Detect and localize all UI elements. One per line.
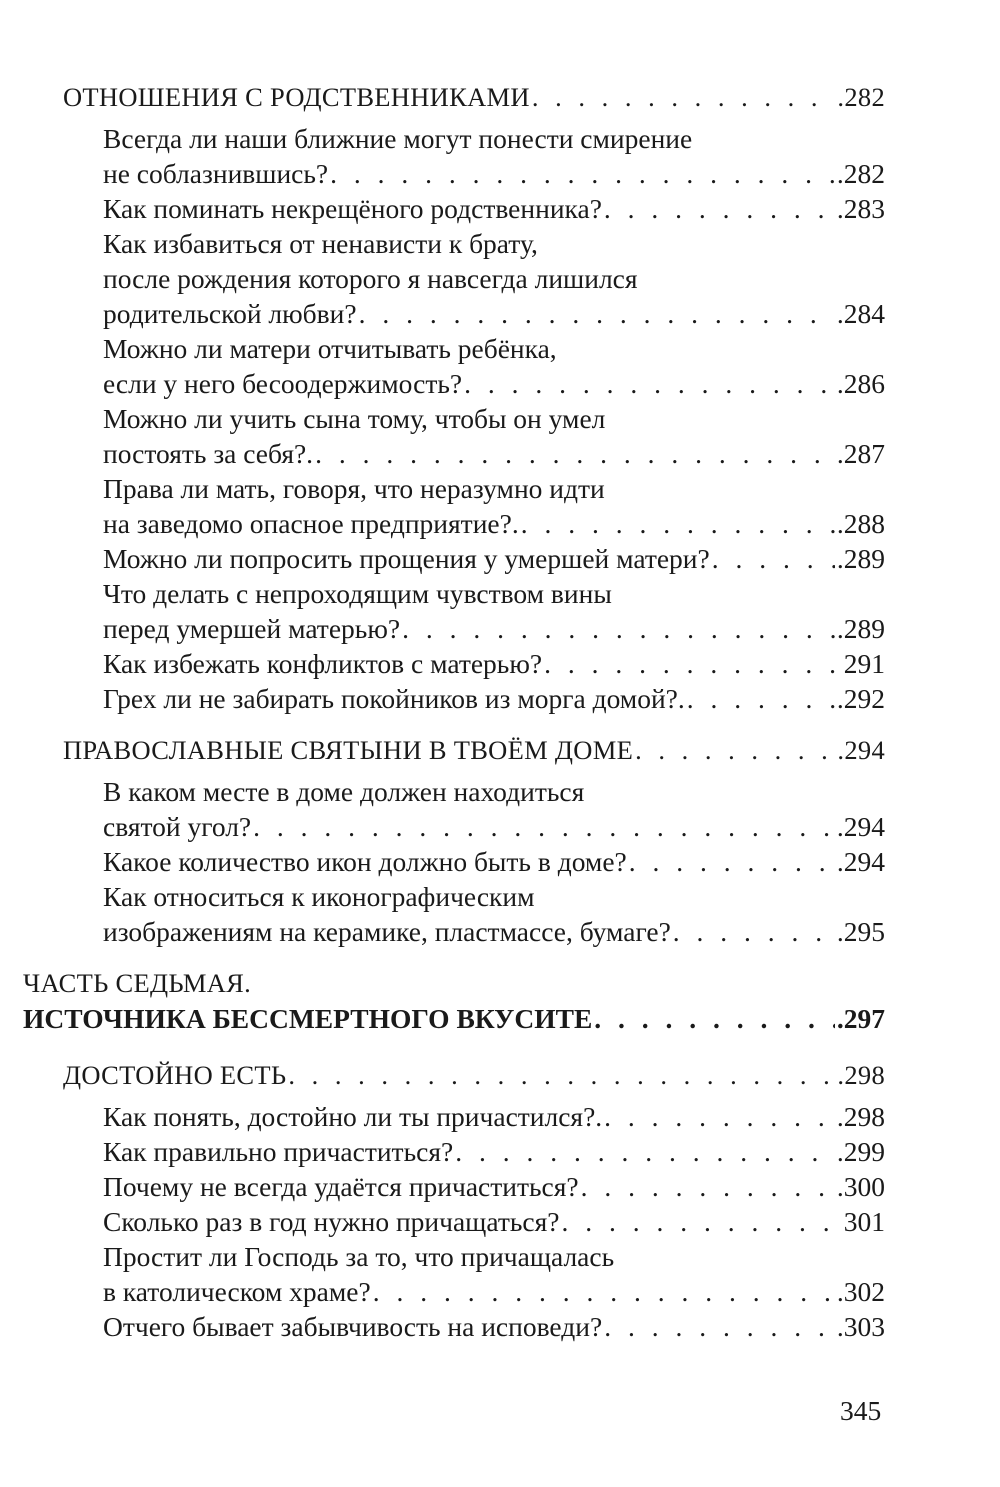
toc-entry-title: ЧАСТЬ СЕДЬМАЯ.	[23, 968, 252, 998]
toc-entry-title: Как поминать некрещёного родственника?	[103, 193, 602, 224]
toc-entry-title: Можно ли учить сына тому, чтобы он умел	[103, 403, 606, 434]
toc-page-ref: .282	[837, 82, 885, 112]
leader-dots	[455, 1134, 835, 1169]
toc-entry	[103, 646, 885, 681]
toc-entry-title: перед умершей матерью?	[103, 613, 401, 644]
leader-dots	[635, 733, 835, 768]
toc-entry	[103, 1134, 885, 1169]
leader-dots	[687, 681, 835, 716]
toc-entry-title: после рождения которого я навсегда лишился	[103, 263, 638, 294]
leader-dots	[359, 296, 835, 331]
toc-page-ref: .299	[836, 1136, 885, 1167]
leader-dots	[594, 1001, 835, 1036]
toc-page-ref: .282	[836, 158, 885, 189]
toc-entry	[103, 191, 885, 226]
toc-page-ref: .294	[836, 811, 885, 842]
leader-dots	[561, 1204, 841, 1239]
toc-entry	[103, 401, 605, 436]
toc-entry	[103, 844, 885, 879]
leader-dots	[288, 1058, 835, 1093]
toc-entry	[103, 1274, 885, 1309]
toc-page-ref: .298	[837, 1060, 885, 1090]
leader-dots	[315, 436, 835, 471]
leader-dots	[604, 191, 835, 226]
toc-page-ref: .284	[836, 298, 885, 329]
toc-entry	[103, 1309, 885, 1344]
toc-entry-title: на заведомо опасное предприятие?.	[103, 508, 519, 539]
toc-entry	[103, 471, 605, 506]
leader-dots	[604, 1099, 835, 1134]
toc-entry	[103, 296, 885, 331]
toc-entry-title: Как избежать конфликтов с матерью?	[103, 648, 543, 679]
toc-page-ref: .297	[836, 1003, 885, 1034]
toc-entry-title: Сколько раз в год нужно причащаться?	[103, 1206, 560, 1237]
toc-entry-title: Всегда ли наши ближние могут понести смирение	[103, 123, 693, 154]
toc-page-ref: .294	[836, 846, 885, 877]
toc-entry-title: Как правильно причаститься?	[103, 1136, 454, 1167]
toc-entry	[103, 1204, 885, 1239]
leader-dots	[712, 541, 835, 576]
toc-entry-title: изображениям на керамике, пластмассе, бумаге?	[103, 916, 671, 947]
toc-entry-title: постоять за себя?.	[103, 438, 314, 469]
leader-dots	[402, 611, 835, 646]
toc-entry	[103, 914, 885, 949]
toc-page-ref: .294	[837, 735, 885, 765]
part-title	[23, 1001, 885, 1036]
toc-entry	[103, 611, 885, 646]
toc-entry	[103, 774, 584, 809]
leader-dots	[532, 80, 836, 115]
toc-entry-title: не соблазнившись?	[103, 158, 329, 189]
toc-entry	[103, 331, 557, 366]
toc-page-ref: .288	[836, 508, 885, 539]
toc-page-ref: .298	[836, 1101, 885, 1132]
toc-entry	[103, 1099, 885, 1134]
toc-entry-title: в католическом храме?	[103, 1276, 371, 1307]
toc-page-ref: .286	[836, 368, 885, 399]
leader-dots	[629, 844, 835, 879]
toc-page-ref: 291	[843, 648, 885, 679]
toc-entry	[103, 809, 885, 844]
toc-section-heading	[63, 733, 885, 768]
toc-page-ref: .300	[836, 1171, 885, 1202]
toc-entry	[103, 156, 885, 191]
toc-entry-title: Простит ли Господь за то, что причащалась	[103, 1241, 615, 1272]
toc-page-ref: .292	[836, 683, 885, 714]
toc-entry-title: Как понять, достойно ли ты причастился?.	[103, 1101, 603, 1132]
toc-entry-title: Какое количество икон должно быть в доме?	[103, 846, 627, 877]
page-number: 345	[840, 1395, 882, 1426]
leader-dots	[673, 914, 835, 949]
toc-entry-title: Отчего бывает забывчивость на исповеди?	[103, 1311, 603, 1342]
toc-entry-title: Что делать с непроходящим чувством вины	[103, 578, 612, 609]
leader-dots	[581, 1169, 835, 1204]
leader-dots	[544, 646, 842, 681]
part-label	[23, 966, 251, 1001]
toc-section-heading	[63, 80, 885, 115]
toc-entry-title: Можно ли матери отчитывать ребёнка,	[103, 333, 557, 364]
toc-entry-title: Как относиться к иконографическим	[103, 881, 535, 912]
toc-page-ref: .289	[836, 543, 885, 574]
toc-entry-title: ПРАВОСЛАВНЫЕ СВЯТЫНИ В ТВОЁМ ДОМЕ	[63, 735, 634, 765]
toc-page-ref: .287	[836, 438, 885, 469]
toc-entry-title: Как избавиться от ненависти к брату,	[103, 228, 538, 259]
toc-page-ref: .283	[836, 193, 885, 224]
toc-entry-title: Почему не всегда удаётся причаститься?	[103, 1171, 579, 1202]
toc-entry-title: В каком месте в доме должен находиться	[103, 776, 585, 807]
toc-entry	[103, 576, 612, 611]
toc-entry	[103, 226, 538, 261]
toc-page-ref: .295	[836, 916, 885, 947]
toc-page-ref: .289	[836, 613, 885, 644]
toc-entry-title: родительской любви?	[103, 298, 357, 329]
toc-entry-title: ОТНОШЕНИЯ С РОДСТВЕННИКАМИ	[63, 82, 530, 112]
toc-entry-title: Грех ли не забирать покойников из морга домой?.	[103, 683, 685, 714]
toc-entry-title: Можно ли попросить прощения у умершей матери?	[103, 543, 710, 574]
leader-dots	[253, 809, 835, 844]
toc-page-ref: .302	[836, 1276, 885, 1307]
toc-page-ref: .303	[836, 1311, 885, 1342]
leader-dots	[464, 366, 835, 401]
toc-entry-title: если у него бесоодержимость?	[103, 368, 463, 399]
toc-entry	[103, 541, 885, 576]
toc-entry	[103, 366, 885, 401]
toc-section-heading	[63, 1058, 885, 1093]
leader-dots	[373, 1274, 835, 1309]
toc-entry	[103, 121, 692, 156]
toc-entry-title: ДОСТОЙНО ЕСТЬ	[63, 1060, 287, 1090]
toc-entry	[103, 261, 638, 296]
toc-entry	[103, 436, 885, 471]
toc-entry-title: Права ли мать, говоря, что неразумно идти	[103, 473, 605, 504]
toc-entry	[103, 681, 885, 716]
toc-entry-title: святой угол?	[103, 811, 252, 842]
toc-entry	[103, 879, 535, 914]
toc-entry	[103, 1239, 614, 1274]
toc-page-ref: 301	[843, 1206, 885, 1237]
leader-dots	[604, 1309, 835, 1344]
toc-entry-title: ИСТОЧНИКА БЕССМЕРТНОГО ВКУСИТЕ	[23, 1003, 593, 1034]
leader-dots	[330, 156, 835, 191]
toc-entry	[103, 506, 885, 541]
leader-dots	[521, 506, 835, 541]
toc-entry	[103, 1169, 885, 1204]
